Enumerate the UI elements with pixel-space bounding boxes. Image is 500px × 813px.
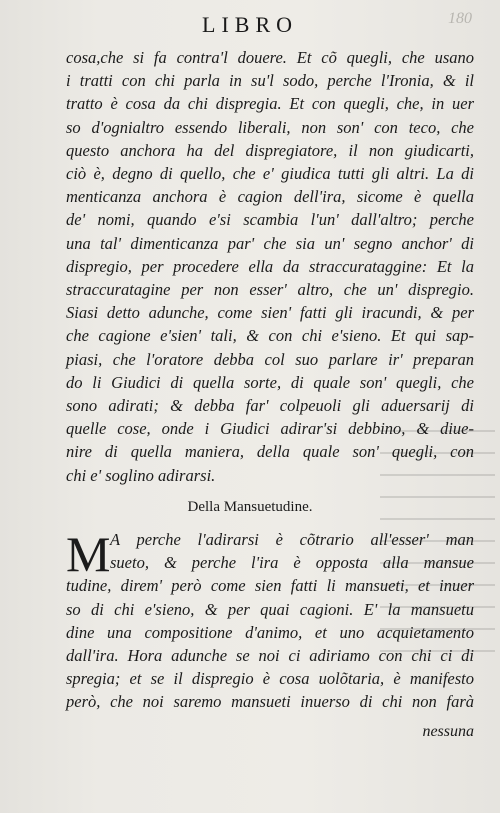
text-line: i tratti con chi parla in su'l sodo, perche l'Ironia, & il	[66, 71, 474, 91]
page-number: 180	[448, 10, 472, 27]
text-line: però, che noi saremo mansueti inuerso di chi non farà	[66, 692, 474, 712]
text-line: tudine, direm' però come sien fatti li mansueti, et inuer	[66, 576, 474, 596]
text-line: do li Giudici di quella sorte, di quale son' quegli, che	[66, 372, 474, 392]
text-line: spregia; et se il dispregio è cosa uolõtaria, è manifesto	[66, 669, 474, 689]
body-text	[66, 46, 474, 487]
text-line: piasi, che l'oratore debba col suo parlare ir' preparan	[66, 349, 474, 369]
text-line: una tal' dimenticanza par' che sia un' segno anchor' di	[66, 233, 474, 253]
text-line: straccuratagine per non esser' altro, che un' dispregio.	[66, 280, 474, 300]
text-line: so d'ognialtro essendo liberali, non son' con teco, che	[66, 117, 474, 137]
text-line: tratto è cosa da chi dispregia. Et con quegli, che, in uer	[66, 94, 474, 114]
text-line: dine una compositione d'animo, et uno acquietamento	[66, 622, 474, 642]
text-line: nire di quella maniera, della quale son' quegli, con	[66, 442, 474, 462]
text-line: che cagione e'sien' tali, & con chi e'sieno. Et qui sap-	[66, 326, 474, 346]
text-line: Siasi detto adunche, come sien' fatti gli iracundi, & per	[66, 303, 474, 323]
text-line: questo anchora ha del dispregiatore, il non giudicarti,	[66, 140, 474, 160]
text-line: so di chi e'sieno, & per quai cagioni. E' la mansuetu	[66, 599, 474, 619]
text-line: sono adirati; & debba far' colpeuoli gli aduersarij di	[66, 396, 474, 416]
text-line: de' nomi, quando e'si scambia l'un' dall'altro; perche	[66, 210, 474, 230]
section-text	[66, 528, 474, 714]
text-line: sueto, & perche l'ira è opposta alla mansue	[110, 553, 474, 573]
running-head: LIBRO	[202, 12, 298, 37]
text-line: A perche l'adirarsi è cõtrario all'esser' man	[110, 530, 474, 549]
text-line-last: chi e' soglino adirarsi.	[66, 465, 216, 485]
drop-cap: M	[66, 526, 111, 582]
text-line: cosa,che si fa contra'l douere. Et cõ quegli, che usano	[66, 48, 474, 67]
text-line: dispregio, per procedere ella da straccurataggine: Et la	[66, 256, 474, 276]
text-line: quelle cose, onde i Giudici adirar'si debbino, & diue-	[66, 419, 474, 439]
catchword: nessuna	[422, 723, 474, 740]
text-line: dall'ira. Hora adunche se noi ci adiriamo con chi ci di	[66, 646, 474, 666]
section-heading: Della Mansuetudine.	[187, 499, 313, 515]
text-line: ciò è, degno di quello, che e' giudica tutti gli altri. La di	[66, 164, 474, 184]
text-line: menticanza anchora è cagion dell'ira, sicome è quella	[66, 187, 474, 207]
